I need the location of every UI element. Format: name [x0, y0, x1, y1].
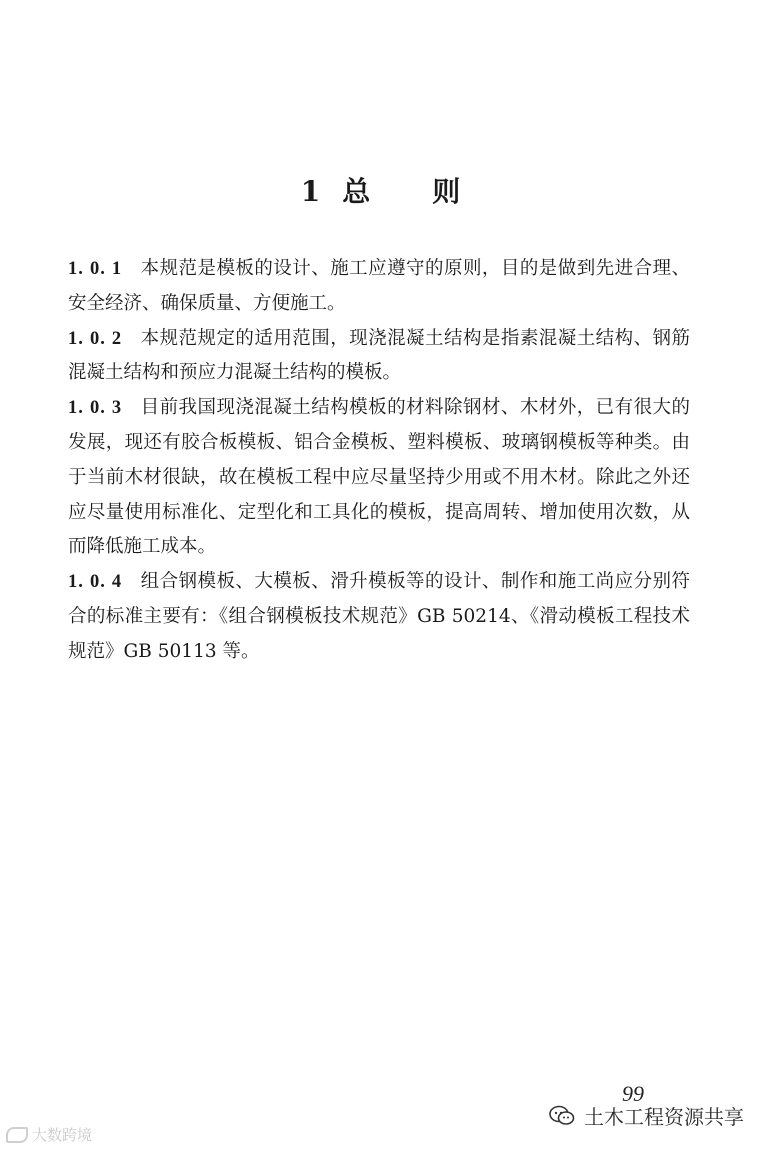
clause-text: 本规范规定的适用范围，现浇混凝土结构是指素混凝土结构、钢筋混凝土结构和预应力混凝土结构的模板。: [68, 327, 690, 384]
page-number: 99: [622, 1081, 644, 1106]
clause-1-0-2: [68, 322, 690, 392]
watermark-logo-icon: [6, 1127, 28, 1143]
source-watermark-text: 大数跨境: [32, 1126, 93, 1144]
clause-number: 1. 0. 2: [68, 328, 123, 349]
clause-1-0-1: [68, 252, 690, 322]
wechat-account-watermark: [548, 1101, 744, 1130]
wechat-account-name: 土木工程资源共享: [584, 1105, 744, 1129]
chapter-title-char-1: 总: [342, 175, 371, 208]
clause-1-0-3: [68, 391, 690, 565]
clause-number: 1. 0. 4: [68, 572, 123, 593]
wechat-icon: [548, 1104, 576, 1128]
clause-number: 1. 0. 3: [68, 398, 123, 419]
clause-text: 组合钢模板、大模板、滑升模板等的设计、制作和施工尚应分别符合的标准主要有：《组合钢模板技术规范》GB 50214、《滑动模板工程技术规范》GB 50113 等。: [68, 571, 690, 662]
body-text: [68, 252, 690, 670]
clause-text: 本规范是模板的设计、施工应遵守的原则，目的是做到先进合理、安全经济、确保质量、方便施工。: [68, 258, 690, 314]
clause-number: 1. 0. 1: [68, 259, 123, 279]
clause-1-0-4: [68, 565, 690, 669]
chapter-title: [0, 170, 761, 210]
clause-text: 目前我国现浇混凝土结构模板的材料除钢材、木材外，已有很大的发展，现还有胶合板模板、铝合金模板、塑料模板、玻璃钢模板等种类。由于当前木材很缺，故在模板工程中应尽量坚持少用或不用木材。除此之外还应尽量使用标准化、定型化和工具化的模板，提高周转、增加使用次数，从而降低施工成本。: [68, 397, 690, 558]
source-watermark: [6, 1124, 92, 1145]
chapter-title-char-2: 则: [432, 175, 461, 208]
chapter-number: 1: [300, 175, 321, 208]
